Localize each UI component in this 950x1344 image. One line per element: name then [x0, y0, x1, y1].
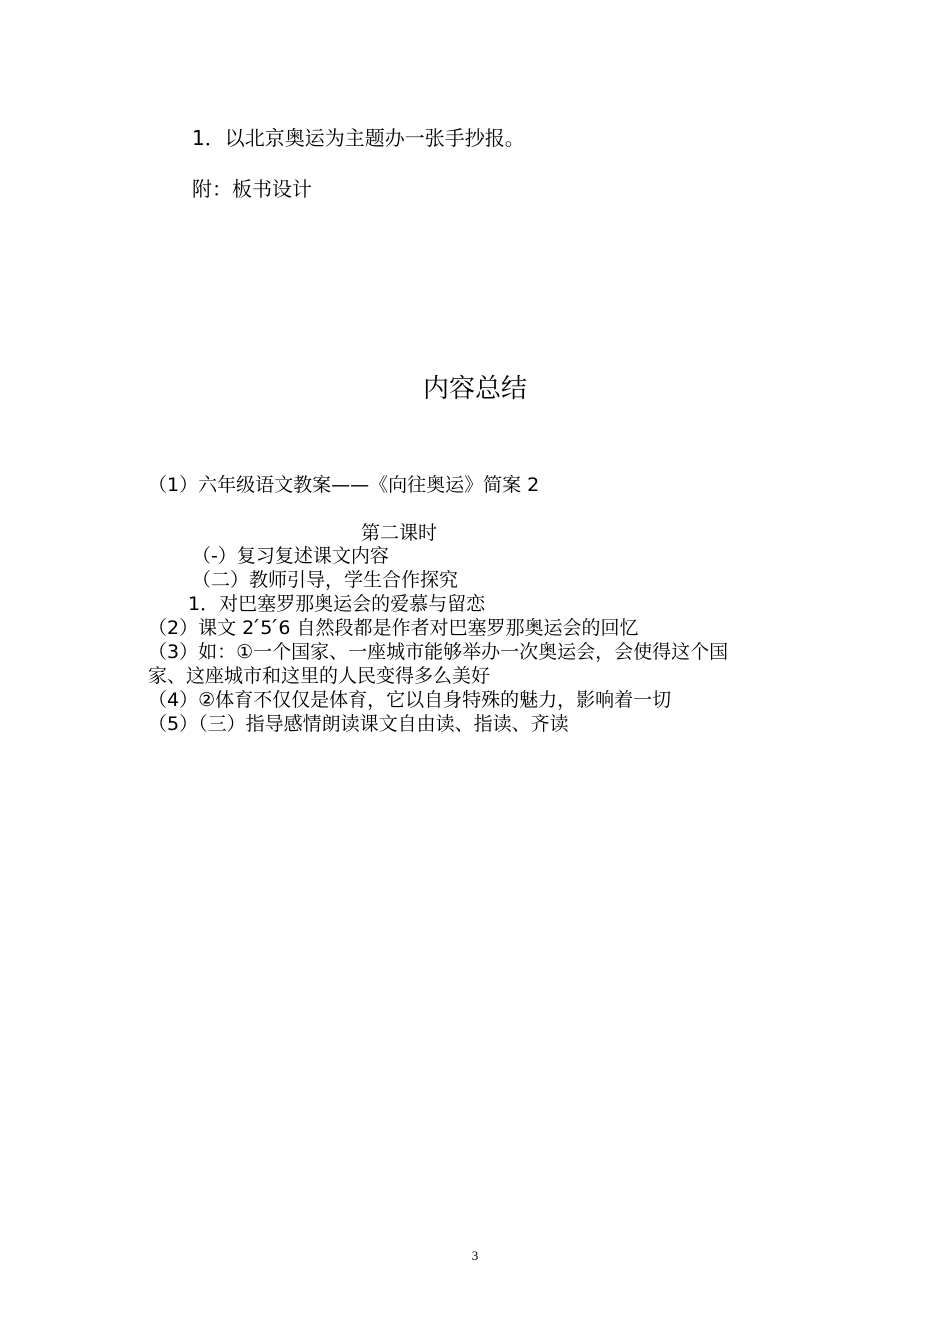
summary-line-2: （2）课文 2 ́5 ́6 自然段都是作者对巴塞罗那奥运会的回忆: [148, 617, 639, 639]
summary-line-5: （5）（三）指导感情朗读课文自由读、指读、齐读: [148, 713, 569, 735]
page-number: 3: [471, 1248, 479, 1263]
summary-title: 内容总结: [422, 374, 527, 404]
summary-sub-c: 1．对巴塞罗那奥运会的爱慕与留恋: [188, 593, 486, 615]
homework-item-1: 1．以北京奥运为主题办一张手抄报。: [192, 126, 525, 150]
summary-line-3-continued: 家、这座城市和这里的人民变得多么美好: [148, 665, 491, 687]
summary-line-3: （3）如：①一个国家、一座城市能够举办一次奥运会，会使得这个国: [148, 641, 729, 663]
summary-sub-a: （-）复习复述课文内容: [192, 545, 389, 567]
summary-sub-b: （二）教师引导，学生合作探究: [192, 569, 459, 591]
summary-line-4: （4）②体育不仅仅是体育，它以自身特殊的魅力，影响着一切: [148, 689, 672, 711]
summary-lesson-heading: 第二课时: [361, 522, 438, 544]
appendix-heading: 附：板书设计: [192, 177, 312, 201]
summary-line-1: （1）六年级语文教案——《向往奥运》简案 2: [148, 474, 540, 496]
